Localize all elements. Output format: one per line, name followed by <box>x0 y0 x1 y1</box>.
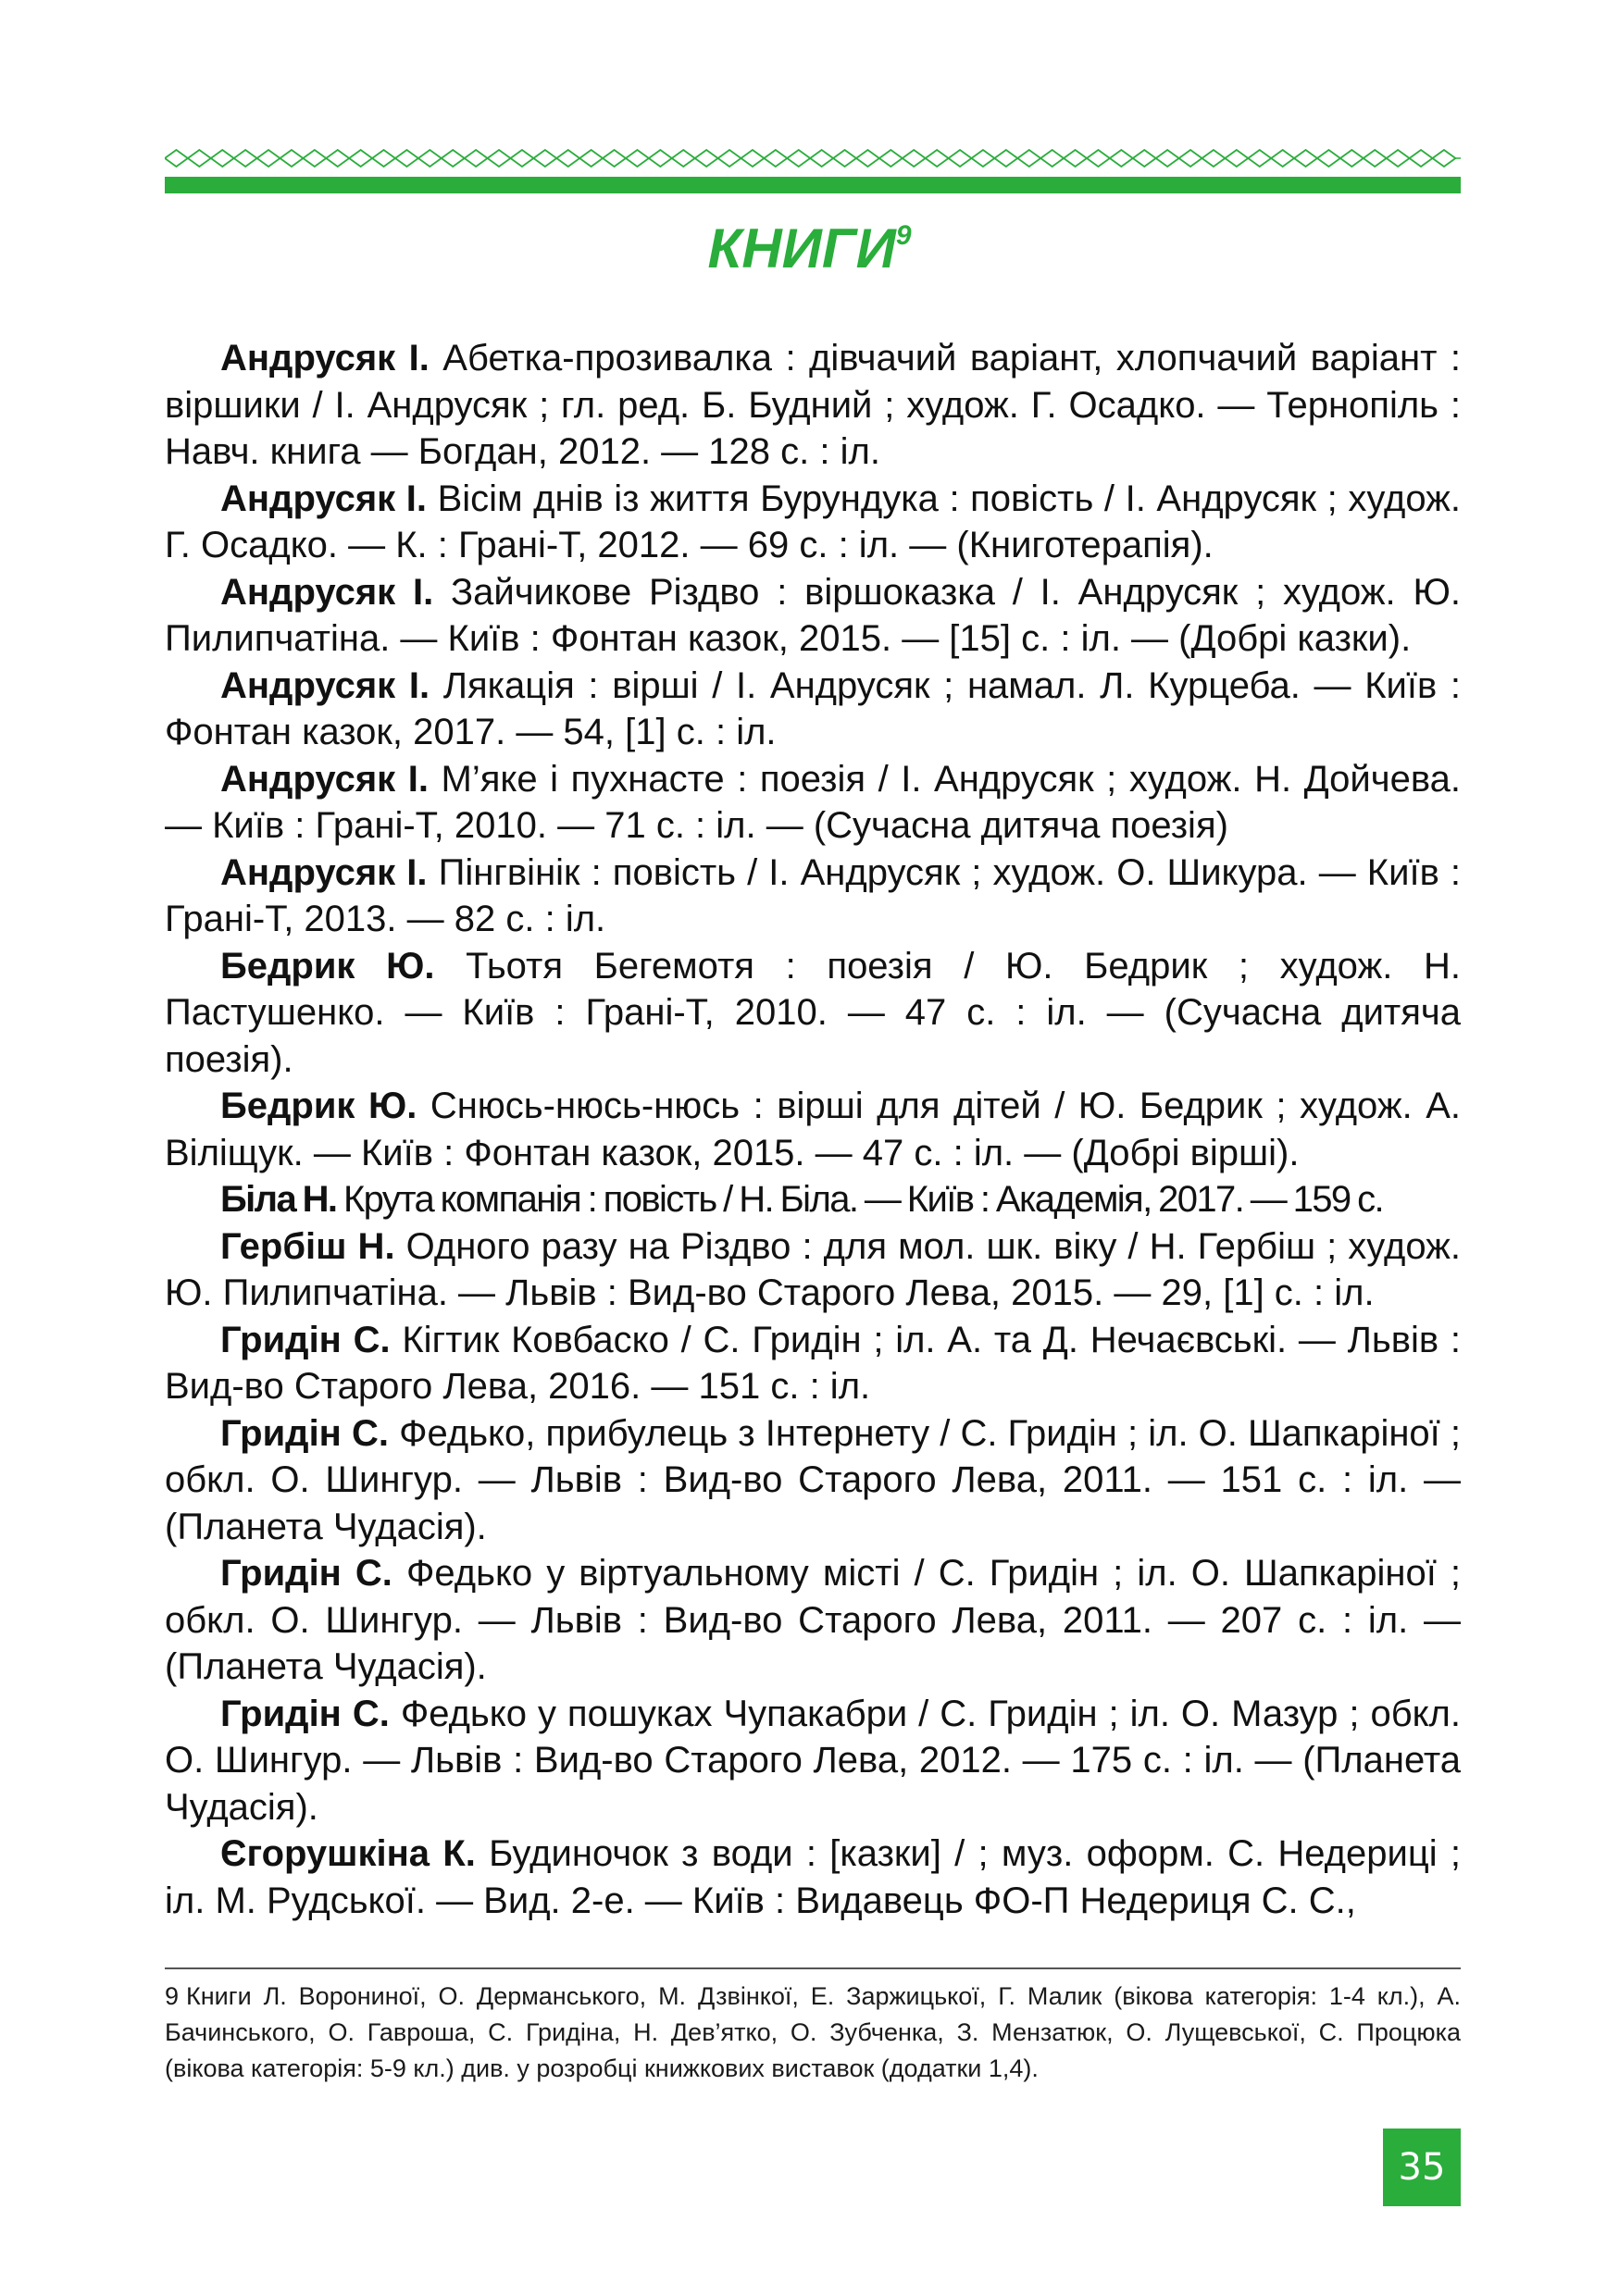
entry-author: Гридін С. <box>220 1412 389 1454</box>
bibliography-entry <box>165 476 1461 569</box>
bibliography-entry <box>165 1410 1461 1551</box>
page-title-text: КНИГИ <box>707 217 896 279</box>
entry-text: Одного разу на Різдво : для мол. шк. віку / Н. Гербіш ; худож. Ю. Пилипчатіна. — Львів : Вид-во Старого Лева, 2015. — 29, [1] с. : іл. <box>165 1225 1461 1313</box>
entry-text: Абетка-прозивалка : дівчачий варіант, хлопчачий варіант : віршики / І. Андрусяк ; гл. ред. Б. Будний ; худож. Г. Осадко. — Тернопіль : Навч. книга — Богдан, 2012. — 128 с. : іл. <box>165 338 1461 472</box>
bibliography-entry <box>165 1317 1461 1410</box>
bibliography-entry <box>165 1176 1461 1223</box>
entry-author: Бедрик Ю. <box>220 945 435 987</box>
entry-text: М’яке і пухнасте : поезія / І. Андрусяк ; худож. Н. Дойчева. — Київ : Грані-Т, 2010. — 71 с. : іл. — (Сучасна дитяча поезія) <box>165 758 1461 846</box>
entry-text: Лякація : вірші / І. Андрусяк ; намал. Л. Курцеба. — Київ : Фонтан казок, 2017. — 54, [1] с. : іл. <box>165 664 1461 752</box>
entry-author: Андрусяк І. <box>220 758 429 800</box>
title-footnote-ref: 9 <box>895 220 912 251</box>
entry-author: Гридін С. <box>220 1553 392 1594</box>
bibliography-entry <box>165 1691 1461 1831</box>
bibliography-entry <box>165 569 1461 663</box>
entry-author: Єгорушкіна К. <box>220 1833 476 1874</box>
bibliography-entry <box>165 756 1461 850</box>
bibliography-entry <box>165 943 1461 1084</box>
page-header-ornament <box>165 148 1461 193</box>
entry-text: Вісім днів із життя Бурундука : повість / І. Андрусяк ; худож. Г. Осадко. — К. : Грані-Т, 2012. — 69 с. : іл. — (Книготерапія). <box>165 478 1461 565</box>
entry-text: Снюсь-нюсь-нюсь : вірші для дітей / Ю. Бедрик ; худож. А. Віліщук. — Київ : Фонтан казок, 2015. — 47 с. : іл. — (Добрі вірші). <box>165 1086 1462 1173</box>
entry-text: Крута компанія : повість / Н. Біла. — Київ : Академія, 2017. — 159 с. <box>342 1179 1383 1220</box>
entry-author: Гридін С. <box>220 1693 390 1734</box>
entry-author: Біла Н. <box>220 1179 337 1220</box>
entry-text: Зайчикове Різдво : віршоказка / І. Андрусяк ; худож. Ю. Пилипчатіна. — Київ : Фонтан казок, 2015. — [15] с. : іл. — (Добрі казки). <box>165 571 1461 659</box>
entry-author: Гербіш Н. <box>220 1225 395 1267</box>
header-green-bar <box>165 177 1461 193</box>
page-title <box>0 217 1619 280</box>
bibliography-entry <box>165 850 1461 943</box>
bibliography-entry <box>165 663 1461 756</box>
entry-text: Федько у віртуальному місті / С. Гридін ; іл. О. Шапкаріної ; обкл. О. Шингур. — Львів : Вид-во Старого Лева, 2011. — 207 с. : іл. — (Планета Чудасія). <box>165 1553 1461 1687</box>
bibliography-entry <box>165 1083 1461 1176</box>
entry-author: Андрусяк І. <box>220 571 434 613</box>
footnote-divider <box>165 1967 1461 1969</box>
entry-text: Тьотя Бегемотя : поезія / Ю. Бедрик ; худож. Н. Пастушенко. — Київ : Грані-Т, 2010. — 47 с. : іл. — (Сучасна дитяча поезія). <box>165 945 1462 1080</box>
bibliography-entry <box>165 1223 1461 1317</box>
entry-author: Бедрик Ю. <box>220 1086 417 1126</box>
bibliography-list <box>165 335 1461 1924</box>
entry-text: Кігтик Ковбаско / С. Гридін ; іл. А. та Д. Нечаєвські. — Львів : Вид-во Старого Лева, 2016. — 151 с. : іл. <box>165 1319 1461 1407</box>
footnote <box>165 1979 1461 2087</box>
entry-author: Андрусяк І. <box>220 664 430 706</box>
entry-text: Федько у пошуках Чупакабри / С. Гридін ; іл. О. Мазур ; обкл. О. Шингур. — Львів : Вид-во Старого Лева, 2012. — 175 с. : іл. — (Планета Чудасія). <box>165 1693 1462 1828</box>
bibliography-entry <box>165 335 1461 476</box>
footnote-text: Книги Л. Ворониної, О. Дерманського, М. Дзвінкої, Е. Заржицької, Г. Малик (вікова категорія: 1-4 кл.), А. Бачинського, О. Гавроша, С. Гридіна, Н. Дев’ятко, О. Зубченка, З. Мензатюк, О. Лущевської, С. Процюка (вікова категорія: 5-9 кл.) див. у розробці книжкових виставок (додатки 1,4). <box>165 1982 1461 2082</box>
entry-author: Гридін С. <box>220 1319 391 1360</box>
entry-text: Федько, прибулець з Інтернету / С. Гридін ; іл. О. Шапкаріної ; обкл. О. Шингур. — Львів : Вид-во Старого Лева, 2011. — 151 с. : іл. — (Планета Чудасія). <box>165 1412 1462 1547</box>
footnote-mark: 9 <box>165 1982 180 2010</box>
diamond-chain-icon <box>165 148 1461 168</box>
bibliography-entry <box>165 1550 1461 1691</box>
entry-author: Андрусяк І. <box>220 851 428 893</box>
bibliography-entry <box>165 1831 1461 1924</box>
entry-author: Андрусяк І. <box>220 338 430 379</box>
entry-text: Будиночок з води : [казки] / ; муз. оформ. С. Недериці ; іл. М. Рудської. — Вид. 2-е. — Київ : Видавець ФО-П Недериця С. С., <box>165 1833 1461 1921</box>
entry-text: Пінгвінік : повість / І. Андрусяк ; худож. О. Шикура. — Київ : Грані-Т, 2013. — 82 с. : іл. <box>165 851 1462 939</box>
page-number: 35 <box>1383 2128 1461 2206</box>
entry-author: Андрусяк І. <box>220 478 428 519</box>
